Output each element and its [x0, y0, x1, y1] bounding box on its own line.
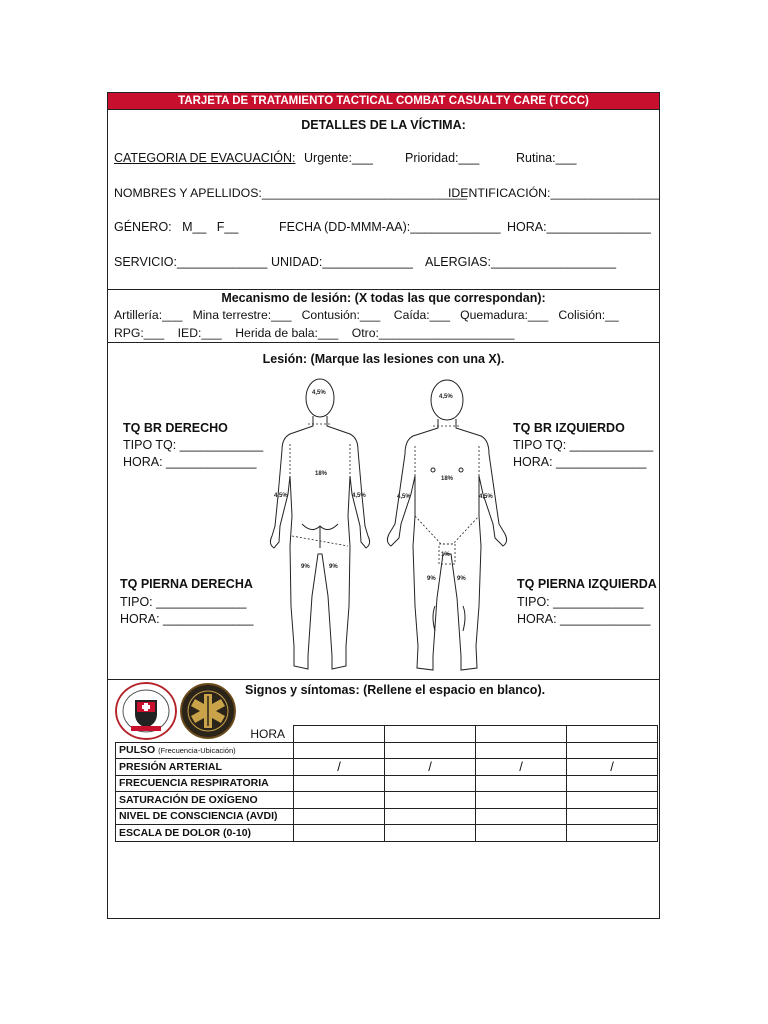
tq-arm-left-type[interactable]: TIPO TQ: ____________	[513, 438, 654, 452]
vitals-cell[interactable]	[385, 808, 476, 825]
tq-leg-right-type[interactable]: TIPO: _____________	[120, 595, 247, 609]
evac-category-label: CATEGORIA DE EVACUACIÓN:	[114, 151, 296, 165]
vitals-row-pain-scale	[116, 825, 658, 842]
vitals-cell[interactable]	[294, 825, 385, 842]
time-cell-1[interactable]	[294, 726, 385, 743]
vitals-cell[interactable]	[476, 792, 567, 809]
divider	[108, 289, 659, 290]
body-back-diagram[interactable]	[268, 376, 388, 678]
back-arm-right-pct: 4,5%	[352, 493, 366, 499]
vitals-cell[interactable]	[567, 742, 658, 759]
vitals-row-label: FRECUENCIA RESPIRATORIA	[116, 775, 294, 792]
back-torso-pct: 18%	[315, 471, 328, 477]
vitals-row-label: PULSO (Frecuencia-Ubicación)	[116, 742, 294, 759]
vitals-row-respiratory-rate	[116, 775, 658, 792]
time-field[interactable]: HORA:_______________	[507, 220, 651, 234]
hora-label: HORA	[250, 726, 285, 741]
routine-field[interactable]: Rutina:___	[516, 151, 577, 165]
vitals-cell[interactable]: /	[567, 759, 658, 776]
back-arm-left-pct: 4,5%	[274, 493, 288, 499]
allergies-field[interactable]: ALERGIAS:__________________	[425, 255, 617, 269]
vitals-cell[interactable]	[385, 792, 476, 809]
gender-field[interactable]: GÉNERO: M__ F__	[114, 220, 239, 234]
tq-leg-left-title: TQ PIERNA IZQUIERDA	[517, 577, 657, 591]
vitals-cell[interactable]	[476, 808, 567, 825]
back-leg-left-pct: 9%	[301, 564, 310, 570]
vitals-row-pulse	[116, 742, 658, 759]
vitals-row-label: ESCALA DE DOLOR (0-10)	[116, 825, 294, 842]
divider	[108, 342, 659, 343]
vitals-cell[interactable]	[567, 775, 658, 792]
vitals-row-label: PRESIÓN ARTERIAL	[116, 759, 294, 776]
vitals-cell[interactable]	[476, 742, 567, 759]
vitals-cell[interactable]: /	[385, 759, 476, 776]
vitals-cell[interactable]	[294, 742, 385, 759]
vitals-cell[interactable]	[294, 775, 385, 792]
unit-field[interactable]: UNIDAD:_____________	[271, 255, 413, 269]
front-arm-left-pct: 4,5%	[397, 494, 411, 500]
front-leg-right-pct: 9%	[457, 576, 466, 582]
divider	[108, 679, 659, 680]
tq-arm-right-type[interactable]: TIPO TQ: ____________	[123, 438, 264, 452]
victim-heading: DETALLES DE LA VÍCTIMA:	[301, 118, 466, 132]
front-head-pct: 4,5%	[439, 394, 453, 400]
signs-heading: Signos y síntomas: (Rellene el espacio en blanco).	[245, 683, 546, 697]
vitals-table	[115, 725, 658, 842]
time-cell-4[interactable]	[567, 726, 658, 743]
vitals-cell[interactable]	[476, 775, 567, 792]
date-field[interactable]: FECHA (DD-MMM-AA):_____________	[279, 220, 501, 234]
vitals-row-blood-pressure	[116, 759, 658, 776]
service-field[interactable]: SERVICIO:_____________	[114, 255, 268, 269]
mechanism-heading: Mecanismo de lesión: (X todas las que correspondan):	[221, 291, 546, 305]
tq-arm-left-time[interactable]: HORA: _____________	[513, 455, 647, 469]
tq-arm-right-title: TQ BR DERECHO	[123, 421, 228, 435]
mechanism-row-1[interactable]: Artillería:___ Mina terrestre:___ Contusión:___ Caída:___ Quemadura:___ Colisión:__	[114, 308, 619, 322]
urgent-field[interactable]: Urgente:___	[304, 151, 373, 165]
injury-heading: Lesión: (Marque las lesiones con una X).	[262, 352, 505, 366]
vitals-row-label: NIVEL DE CONSCIENCIA (AVDI)	[116, 808, 294, 825]
vitals-cell[interactable]	[385, 742, 476, 759]
back-head-pct: 4,5%	[312, 390, 326, 396]
time-cell-2[interactable]	[385, 726, 476, 743]
vitals-cell[interactable]	[385, 825, 476, 842]
tq-arm-left-title: TQ BR IZQUIERDO	[513, 421, 625, 435]
vitals-row-oxygen-saturation	[116, 792, 658, 809]
names-field[interactable]: NOMBRES Y APELLIDOS:______________________________	[114, 186, 468, 200]
vitals-cell[interactable]	[294, 808, 385, 825]
priority-field[interactable]: Prioridad:___	[405, 151, 480, 165]
tq-leg-right-title: TQ PIERNA DERECHA	[120, 577, 253, 591]
vitals-cell[interactable]: /	[476, 759, 567, 776]
identification-field[interactable]: IDENTIFICACIÓN:________________	[448, 186, 660, 200]
front-torso-pct: 18%	[441, 476, 454, 482]
tq-leg-left-type[interactable]: TIPO: _____________	[517, 595, 644, 609]
vitals-cell[interactable]	[385, 775, 476, 792]
tccc-card	[107, 92, 660, 919]
front-leg-left-pct: 9%	[427, 576, 436, 582]
front-groin-pct: 1%	[441, 552, 450, 558]
tq-leg-right-time[interactable]: HORA: _____________	[120, 612, 254, 626]
tq-leg-left-time[interactable]: HORA: _____________	[517, 612, 651, 626]
front-arm-right-pct: 4,5%	[479, 494, 493, 500]
vitals-row-label: SATURACIÓN DE OXÍGENO	[116, 792, 294, 809]
vitals-cell[interactable]	[294, 792, 385, 809]
vitals-row-consciousness	[116, 808, 658, 825]
body-front-diagram[interactable]	[385, 376, 515, 678]
mechanism-row-2[interactable]: RPG:___ IED:___ Herida de bala:___ Otro:____________________	[114, 326, 515, 340]
vitals-cell[interactable]	[567, 825, 658, 842]
pulse-note: (Frecuencia-Ubicación)	[158, 746, 236, 756]
vitals-cell[interactable]: /	[294, 759, 385, 776]
vitals-cell[interactable]	[567, 792, 658, 809]
card-title: TARJETA DE TRATAMIENTO TACTICAL COMBAT CASUALTY CARE (TCCC)	[108, 93, 659, 110]
tq-arm-right-time[interactable]: HORA: _____________	[123, 455, 257, 469]
time-cell-3[interactable]	[476, 726, 567, 743]
vitals-cell[interactable]	[567, 808, 658, 825]
vitals-cell[interactable]	[476, 825, 567, 842]
vitals-header-row	[116, 726, 658, 743]
back-leg-right-pct: 9%	[329, 564, 338, 570]
